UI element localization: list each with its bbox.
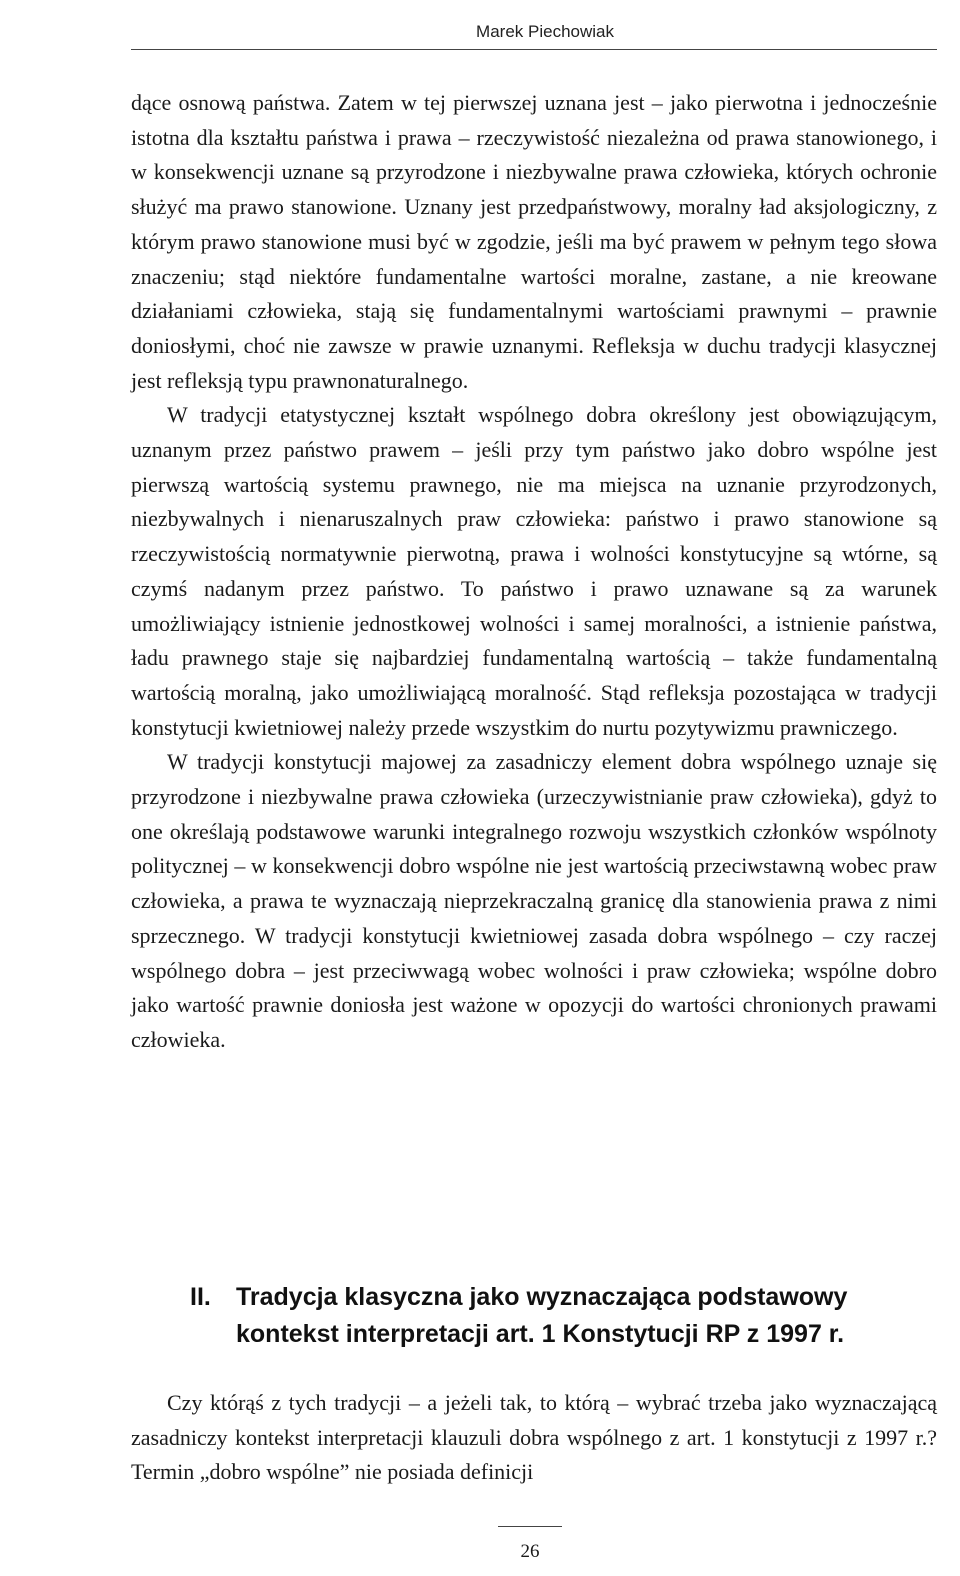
running-head: Marek Piechowiak	[476, 22, 614, 41]
header-rule	[131, 49, 937, 50]
paragraph-continuation: dące osnową państwa. Zatem w tej pierwszej uznana jest – jako pierwotna i jednocześnie istotna dla kształtu państwa i prawa – rzeczywistość niezależna od prawa stanowionego, i w konsekwencji uznane są przyrodzone i niezbywalne prawa człowieka, których ochronie służyć ma prawo stanowione. Uznany jest przedpaństwowy, moralny ład aksjologiczny, z którym prawo stanowione musi być w zgodzie, jeśli ma być prawem w pełnym tego słowa znaczeniu; stąd niektóre fundamentalne wartości moralne, zastane, a nie kreowane działaniami człowieka, stają się fundamentalnymi wartościami prawnymi – prawnie doniosłymi, choć nie zawsze w prawie uznanymi. Refleksja w duchu tradycji klasycznej jest refleksją typu prawnonaturalnego.	[131, 90, 937, 393]
paragraph-section-intro: Czy którąś z tych tradycji – a jeżeli tak, to którą – wybrać trzeba jako wyznaczającą zasadniczy kontekst interpretacji klauzuli dobra wspólnego z art. 1 konstytucji z 1997 r.? Termin „dobro wspólne” nie posiada definicji	[131, 1390, 937, 1485]
body-text	[131, 86, 937, 1058]
section-heading	[190, 1279, 920, 1353]
section-title: Tradycja klasyczna jako wyznaczająca podstawowy kontekst interpretacji art. 1 Konstytucji RP z 1997 r.	[236, 1283, 848, 1348]
page-number: 26	[520, 1541, 540, 1562]
paragraph-etatist-tradition: W tradycji etatystycznej kształt wspólnego dobra określony jest obowiązującym, uznanym przez państwo prawem – jeśli przy tym państwo jako dobro wspólne jest pierwszą wartością systemu prawnego, nie ma miejsca na uznanie przyrodzonych, niezbywalnych i nienaruszalnych praw człowieka: państwo i prawo stanowione są rzeczywistością normatywnie pierwotną, prawa i wolności konstytucyjne są wtórne, są czymś nadanym przez państwo. To państwo i prawo uznawane są za warunek umożliwiający istnienie jednostkowej wolności i samej moralności, a istnienie państwa, ładu prawnego staje się najbardziej fundamentalną wartością – także fundamentalną wartością moralną, jako umożliwiającą moralność. Stąd refleksja pozostająca w tradycji konstytucji kwietniowej należy przede wszystkim do nurtu pozytywizmu prawniczego.	[131, 402, 937, 740]
paragraph-may-constitution: W tradycji konstytucji majowej za zasadniczy element dobra wspólnego uznaje się przyrodzone i niezbywalne prawa człowieka (urzeczywistnianie praw człowieka), gdyż to one określają podstawowe warunki integralnego rozwoju wszystkich członków wspólnoty politycznej – w konsekwencji dobro wspólne nie jest wartością przeciwstawną wobec praw człowieka, a prawa te wyznaczają nieprzekraczalną granicę dla stanowienia prawa z nimi sprzecznego. W tradycji konstytucji kwietniowej zasada dobra wspólnego – czy raczej wspólnego dobra – jest przeciwwagą wobec wolności i praw człowieka; wspólne dobro jako wartość prawnie doniosła jest ważone w opozycji do wartości chronionych prawami człowieka.	[131, 749, 937, 1052]
section-text	[131, 1386, 937, 1490]
footer-rule	[498, 1526, 562, 1527]
section-number: II.	[190, 1283, 211, 1311]
